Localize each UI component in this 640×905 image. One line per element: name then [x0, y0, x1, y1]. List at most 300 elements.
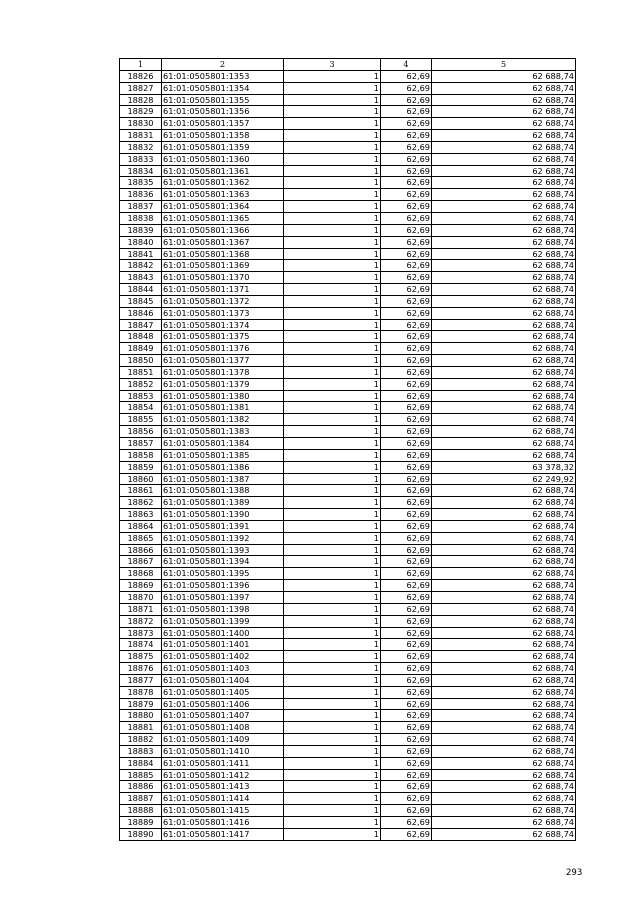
cadastral-number-cell: 61:01:0505801:1380: [162, 390, 284, 402]
area-cell: 62,69: [381, 165, 432, 177]
area-cell: 62,69: [381, 568, 432, 580]
quantity-cell: 1: [284, 603, 381, 615]
value-cell: 62 688,74: [432, 260, 576, 272]
row-number-cell: 18852: [120, 378, 162, 390]
value-cell: 62 688,74: [432, 272, 576, 284]
cadastral-number-cell: 61:01:0505801:1405: [162, 686, 284, 698]
quantity-cell: 1: [284, 722, 381, 734]
value-cell: 62 688,74: [432, 568, 576, 580]
row-number-cell: 18836: [120, 189, 162, 201]
row-number-cell: 18864: [120, 520, 162, 532]
quantity-cell: 1: [284, 497, 381, 509]
quantity-cell: 1: [284, 118, 381, 130]
area-cell: 62,69: [381, 520, 432, 532]
table-row: [120, 497, 576, 509]
quantity-cell: 1: [284, 828, 381, 840]
cadastral-number-cell: 61:01:0505801:1386: [162, 461, 284, 473]
row-number-cell: 18849: [120, 343, 162, 355]
table-row: [120, 307, 576, 319]
row-number-cell: 18860: [120, 473, 162, 485]
value-cell: 62 688,74: [432, 757, 576, 769]
value-cell: 62 688,74: [432, 793, 576, 805]
cadastral-number-cell: 61:01:0505801:1410: [162, 745, 284, 757]
value-cell: 62 688,74: [432, 532, 576, 544]
area-cell: 62,69: [381, 686, 432, 698]
table-row: [120, 343, 576, 355]
cadastral-number-cell: 61:01:0505801:1414: [162, 793, 284, 805]
area-cell: 62,69: [381, 426, 432, 438]
quantity-cell: 1: [284, 449, 381, 461]
area-cell: 62,69: [381, 757, 432, 769]
value-cell: 62 688,74: [432, 591, 576, 603]
row-number-cell: 18862: [120, 497, 162, 509]
cadastral-number-cell: 61:01:0505801:1395: [162, 568, 284, 580]
quantity-cell: 1: [284, 106, 381, 118]
cadastral-number-cell: 61:01:0505801:1375: [162, 331, 284, 343]
cadastral-number-cell: 61:01:0505801:1381: [162, 402, 284, 414]
table-row: [120, 378, 576, 390]
table-row: [120, 331, 576, 343]
quantity-cell: 1: [284, 520, 381, 532]
value-cell: 62 249,92: [432, 473, 576, 485]
table-row: [120, 402, 576, 414]
value-cell: 62 688,74: [432, 295, 576, 307]
area-cell: 62,69: [381, 414, 432, 426]
table-row: [120, 591, 576, 603]
row-number-cell: 18866: [120, 544, 162, 556]
value-cell: 62 688,74: [432, 70, 576, 82]
table-row: [120, 805, 576, 817]
area-cell: 62,69: [381, 212, 432, 224]
cadastral-number-cell: 61:01:0505801:1411: [162, 757, 284, 769]
area-cell: 62,69: [381, 319, 432, 331]
quantity-cell: 1: [284, 473, 381, 485]
row-number-cell: 18837: [120, 201, 162, 213]
cadastral-number-cell: 61:01:0505801:1358: [162, 130, 284, 142]
cadastral-number-cell: 61:01:0505801:1377: [162, 355, 284, 367]
cadastral-number-cell: 61:01:0505801:1355: [162, 94, 284, 106]
value-cell: 62 688,74: [432, 580, 576, 592]
value-cell: 62 688,74: [432, 438, 576, 450]
quantity-cell: 1: [284, 710, 381, 722]
value-cell: 62 688,74: [432, 224, 576, 236]
row-number-cell: 18844: [120, 284, 162, 296]
value-cell: 62 688,74: [432, 165, 576, 177]
cadastral-number-cell: 61:01:0505801:1409: [162, 734, 284, 746]
row-number-cell: 18890: [120, 828, 162, 840]
quantity-cell: 1: [284, 153, 381, 165]
area-cell: 62,69: [381, 307, 432, 319]
row-number-cell: 18874: [120, 639, 162, 651]
value-cell: 62 688,74: [432, 130, 576, 142]
value-cell: 62 688,74: [432, 366, 576, 378]
table-row: [120, 473, 576, 485]
value-cell: 62 688,74: [432, 520, 576, 532]
cadastral-number-cell: 61:01:0505801:1399: [162, 615, 284, 627]
row-number-cell: 18830: [120, 118, 162, 130]
row-number-cell: 18857: [120, 438, 162, 450]
row-number-cell: 18829: [120, 106, 162, 118]
column-header-2: 2: [162, 59, 284, 71]
table-row: [120, 745, 576, 757]
cadastral-number-cell: 61:01:0505801:1378: [162, 366, 284, 378]
quantity-cell: 1: [284, 686, 381, 698]
area-cell: 62,69: [381, 580, 432, 592]
table-row: [120, 722, 576, 734]
value-cell: 62 688,74: [432, 82, 576, 94]
row-number-cell: 18831: [120, 130, 162, 142]
area-cell: 62,69: [381, 544, 432, 556]
quantity-cell: 1: [284, 331, 381, 343]
row-number-cell: 18851: [120, 366, 162, 378]
value-cell: 62 688,74: [432, 402, 576, 414]
row-number-cell: 18838: [120, 212, 162, 224]
row-number-cell: 18878: [120, 686, 162, 698]
area-cell: 62,69: [381, 355, 432, 367]
table-row: [120, 449, 576, 461]
area-cell: 62,69: [381, 141, 432, 153]
row-number-cell: 18833: [120, 153, 162, 165]
cadastral-number-cell: 61:01:0505801:1391: [162, 520, 284, 532]
cadastral-number-cell: 61:01:0505801:1372: [162, 295, 284, 307]
area-cell: 62,69: [381, 236, 432, 248]
value-cell: 62 688,74: [432, 355, 576, 367]
cadastral-number-cell: 61:01:0505801:1403: [162, 663, 284, 675]
table-row: [120, 686, 576, 698]
column-header-3: 3: [284, 59, 381, 71]
cadastral-number-cell: 61:01:0505801:1359: [162, 141, 284, 153]
row-number-cell: 18879: [120, 698, 162, 710]
value-cell: 62 688,74: [432, 284, 576, 296]
value-cell: 62 688,74: [432, 201, 576, 213]
quantity-cell: 1: [284, 70, 381, 82]
area-cell: 62,69: [381, 449, 432, 461]
cadastral-number-cell: 61:01:0505801:1389: [162, 497, 284, 509]
row-number-cell: 18868: [120, 568, 162, 580]
area-cell: 62,69: [381, 639, 432, 651]
cadastral-number-cell: 61:01:0505801:1367: [162, 236, 284, 248]
cadastral-number-cell: 61:01:0505801:1382: [162, 414, 284, 426]
row-number-cell: 18858: [120, 449, 162, 461]
row-number-cell: 18856: [120, 426, 162, 438]
area-cell: 62,69: [381, 745, 432, 757]
row-number-cell: 18839: [120, 224, 162, 236]
cadastral-number-cell: 61:01:0505801:1406: [162, 698, 284, 710]
value-cell: 62 688,74: [432, 698, 576, 710]
quantity-cell: 1: [284, 366, 381, 378]
cadastral-number-cell: 61:01:0505801:1356: [162, 106, 284, 118]
row-number-cell: 18843: [120, 272, 162, 284]
row-number-cell: 18848: [120, 331, 162, 343]
area-cell: 62,69: [381, 118, 432, 130]
cadastral-number-cell: 61:01:0505801:1398: [162, 603, 284, 615]
quantity-cell: 1: [284, 272, 381, 284]
cadastral-number-cell: 61:01:0505801:1394: [162, 556, 284, 568]
row-number-cell: 18882: [120, 734, 162, 746]
quantity-cell: 1: [284, 378, 381, 390]
table-header-row: [120, 59, 576, 71]
quantity-cell: 1: [284, 651, 381, 663]
quantity-cell: 1: [284, 793, 381, 805]
area-cell: 62,69: [381, 603, 432, 615]
quantity-cell: 1: [284, 177, 381, 189]
value-cell: 62 688,74: [432, 378, 576, 390]
table-row: [120, 698, 576, 710]
table-row: [120, 532, 576, 544]
table-row: [120, 580, 576, 592]
row-number-cell: 18877: [120, 674, 162, 686]
table-row: [120, 260, 576, 272]
quantity-cell: 1: [284, 130, 381, 142]
value-cell: 62 688,74: [432, 390, 576, 402]
value-cell: 62 688,74: [432, 615, 576, 627]
quantity-cell: 1: [284, 248, 381, 260]
row-number-cell: 18889: [120, 817, 162, 829]
cadastral-number-cell: 61:01:0505801:1408: [162, 722, 284, 734]
area-cell: 62,69: [381, 130, 432, 142]
table-body: [120, 70, 576, 840]
area-cell: 62,69: [381, 366, 432, 378]
value-cell: 62 688,74: [432, 141, 576, 153]
quantity-cell: 1: [284, 390, 381, 402]
quantity-cell: 1: [284, 426, 381, 438]
value-cell: 62 688,74: [432, 153, 576, 165]
table-row: [120, 438, 576, 450]
quantity-cell: 1: [284, 639, 381, 651]
value-cell: 62 688,74: [432, 627, 576, 639]
table-row: [120, 284, 576, 296]
value-cell: 62 688,74: [432, 426, 576, 438]
row-number-cell: 18876: [120, 663, 162, 675]
cadastral-number-cell: 61:01:0505801:1353: [162, 70, 284, 82]
row-number-cell: 18826: [120, 70, 162, 82]
row-number-cell: 18832: [120, 141, 162, 153]
quantity-cell: 1: [284, 82, 381, 94]
area-cell: 62,69: [381, 201, 432, 213]
value-cell: 62 688,74: [432, 449, 576, 461]
value-cell: 62 688,74: [432, 212, 576, 224]
area-cell: 62,69: [381, 189, 432, 201]
row-number-cell: 18871: [120, 603, 162, 615]
table-row: [120, 141, 576, 153]
table-row: [120, 710, 576, 722]
cadastral-number-cell: 61:01:0505801:1371: [162, 284, 284, 296]
quantity-cell: 1: [284, 485, 381, 497]
row-number-cell: 18884: [120, 757, 162, 769]
value-cell: 62 688,74: [432, 307, 576, 319]
cadastral-number-cell: 61:01:0505801:1368: [162, 248, 284, 260]
table-row: [120, 366, 576, 378]
cadastral-number-cell: 61:01:0505801:1387: [162, 473, 284, 485]
area-cell: 62,69: [381, 769, 432, 781]
value-cell: 62 688,74: [432, 106, 576, 118]
cadastral-number-cell: 61:01:0505801:1383: [162, 426, 284, 438]
value-cell: 62 688,74: [432, 805, 576, 817]
row-number-cell: 18863: [120, 509, 162, 521]
area-cell: 62,69: [381, 509, 432, 521]
table-row: [120, 674, 576, 686]
area-cell: 62,69: [381, 828, 432, 840]
area-cell: 62,69: [381, 734, 432, 746]
quantity-cell: 1: [284, 189, 381, 201]
table-row: [120, 248, 576, 260]
quantity-cell: 1: [284, 698, 381, 710]
table-row: [120, 94, 576, 106]
cadastral-number-cell: 61:01:0505801:1400: [162, 627, 284, 639]
cadastral-number-cell: 61:01:0505801:1401: [162, 639, 284, 651]
area-cell: 62,69: [381, 438, 432, 450]
value-cell: 62 688,74: [432, 769, 576, 781]
quantity-cell: 1: [284, 805, 381, 817]
table-row: [120, 189, 576, 201]
row-number-cell: 18845: [120, 295, 162, 307]
quantity-cell: 1: [284, 94, 381, 106]
quantity-cell: 1: [284, 627, 381, 639]
table-row: [120, 651, 576, 663]
table-row: [120, 556, 576, 568]
cadastral-number-cell: 61:01:0505801:1417: [162, 828, 284, 840]
table-row: [120, 663, 576, 675]
cadastral-number-cell: 61:01:0505801:1396: [162, 580, 284, 592]
row-number-cell: 18840: [120, 236, 162, 248]
table-row: [120, 615, 576, 627]
row-number-cell: 18870: [120, 591, 162, 603]
table-row: [120, 165, 576, 177]
quantity-cell: 1: [284, 355, 381, 367]
page-number: 293: [566, 868, 583, 878]
cadastral-number-cell: 61:01:0505801:1390: [162, 509, 284, 521]
value-cell: 62 688,74: [432, 485, 576, 497]
quantity-cell: 1: [284, 817, 381, 829]
cadastral-number-cell: 61:01:0505801:1363: [162, 189, 284, 201]
row-number-cell: 18873: [120, 627, 162, 639]
area-cell: 62,69: [381, 817, 432, 829]
table-row: [120, 106, 576, 118]
table-row: [120, 414, 576, 426]
table-row: [120, 355, 576, 367]
quantity-cell: 1: [284, 438, 381, 450]
value-cell: 62 688,74: [432, 94, 576, 106]
table-row: [120, 769, 576, 781]
column-header-5: 5: [432, 59, 576, 71]
row-number-cell: 18859: [120, 461, 162, 473]
area-cell: 62,69: [381, 591, 432, 603]
value-cell: 62 688,74: [432, 710, 576, 722]
quantity-cell: 1: [284, 556, 381, 568]
row-number-cell: 18869: [120, 580, 162, 592]
area-cell: 62,69: [381, 402, 432, 414]
row-number-cell: 18854: [120, 402, 162, 414]
value-cell: 62 688,74: [432, 734, 576, 746]
table-row: [120, 295, 576, 307]
row-number-cell: 18847: [120, 319, 162, 331]
area-cell: 62,69: [381, 94, 432, 106]
area-cell: 62,69: [381, 556, 432, 568]
row-number-cell: 18835: [120, 177, 162, 189]
quantity-cell: 1: [284, 307, 381, 319]
cadastral-number-cell: 61:01:0505801:1388: [162, 485, 284, 497]
cadastral-number-cell: 61:01:0505801:1397: [162, 591, 284, 603]
row-number-cell: 18885: [120, 769, 162, 781]
area-cell: 62,69: [381, 615, 432, 627]
area-cell: 62,69: [381, 627, 432, 639]
area-cell: 62,69: [381, 532, 432, 544]
area-cell: 62,69: [381, 722, 432, 734]
value-cell: 62 688,74: [432, 189, 576, 201]
cadastral-number-cell: 61:01:0505801:1365: [162, 212, 284, 224]
table-row: [120, 177, 576, 189]
quantity-cell: 1: [284, 402, 381, 414]
value-cell: 62 688,74: [432, 331, 576, 343]
area-cell: 62,69: [381, 805, 432, 817]
cadastral-number-cell: 61:01:0505801:1385: [162, 449, 284, 461]
table-row: [120, 236, 576, 248]
quantity-cell: 1: [284, 674, 381, 686]
quantity-cell: 1: [284, 509, 381, 521]
area-cell: 62,69: [381, 295, 432, 307]
cadastral-number-cell: 61:01:0505801:1354: [162, 82, 284, 94]
value-cell: 62 688,74: [432, 651, 576, 663]
row-number-cell: 18853: [120, 390, 162, 402]
area-cell: 62,69: [381, 177, 432, 189]
value-cell: 62 688,74: [432, 343, 576, 355]
area-cell: 62,69: [381, 378, 432, 390]
value-cell: 62 688,74: [432, 817, 576, 829]
cadastral-number-cell: 61:01:0505801:1379: [162, 378, 284, 390]
table-row: [120, 390, 576, 402]
table-row: [120, 485, 576, 497]
quantity-cell: 1: [284, 224, 381, 236]
value-cell: 62 688,74: [432, 722, 576, 734]
table-row: [120, 603, 576, 615]
cadastral-number-cell: 61:01:0505801:1402: [162, 651, 284, 663]
area-cell: 62,69: [381, 106, 432, 118]
table-row: [120, 734, 576, 746]
quantity-cell: 1: [284, 141, 381, 153]
table-row: [120, 461, 576, 473]
cadastral-number-cell: 61:01:0505801:1369: [162, 260, 284, 272]
quantity-cell: 1: [284, 781, 381, 793]
area-cell: 62,69: [381, 710, 432, 722]
row-number-cell: 18875: [120, 651, 162, 663]
value-cell: 62 688,74: [432, 497, 576, 509]
cadastral-number-cell: 61:01:0505801:1357: [162, 118, 284, 130]
value-cell: 62 688,74: [432, 745, 576, 757]
table-row: [120, 817, 576, 829]
cadastral-number-cell: 61:01:0505801:1361: [162, 165, 284, 177]
quantity-cell: 1: [284, 212, 381, 224]
row-number-cell: 18834: [120, 165, 162, 177]
table-row: [120, 426, 576, 438]
quantity-cell: 1: [284, 414, 381, 426]
value-cell: 62 688,74: [432, 556, 576, 568]
registry-table: [119, 58, 576, 841]
quantity-cell: 1: [284, 591, 381, 603]
quantity-cell: 1: [284, 165, 381, 177]
cadastral-number-cell: 61:01:0505801:1415: [162, 805, 284, 817]
table-row: [120, 319, 576, 331]
table-row: [120, 224, 576, 236]
quantity-cell: 1: [284, 319, 381, 331]
area-cell: 62,69: [381, 485, 432, 497]
table-row: [120, 639, 576, 651]
quantity-cell: 1: [284, 544, 381, 556]
cadastral-number-cell: 61:01:0505801:1366: [162, 224, 284, 236]
area-cell: 62,69: [381, 674, 432, 686]
row-number-cell: 18888: [120, 805, 162, 817]
table-row: [120, 82, 576, 94]
area-cell: 62,69: [381, 663, 432, 675]
